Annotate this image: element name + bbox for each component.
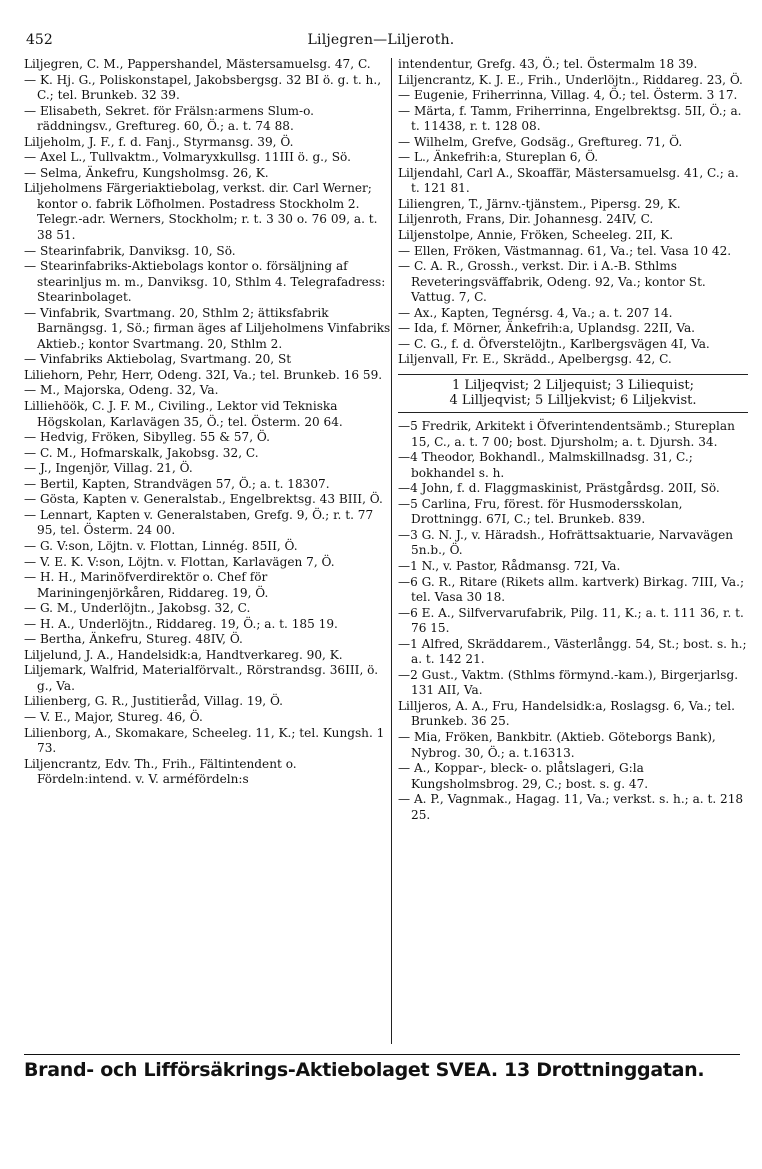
name-variants-line-1: 1 Liljeqvist; 2 Liljequist; 3 Liliequist;	[452, 377, 694, 393]
directory-entry: —6 G. R., Ritare (Rikets allm. kartverk) Birkag. 7III, Va.; tel. Vasa 30 18.	[398, 574, 745, 605]
directory-entry: — Hedvig, Fröken, Sibylleg. 55 & 57, Ö.	[24, 430, 270, 445]
directory-entry: Liljelund, J. A., Handelsidk:a, Handtverkareg. 90, K.	[24, 647, 343, 662]
directory-entry: —2 Gust., Vaktm. (Sthlms förmynd.-kam.), Birgerjarlsg. 131 AII, Va.	[398, 667, 739, 698]
directory-entry: —5 Fredrik, Arkitekt i Öfverintendentsämb.; Stureplan 15, C., a. t. 7 00; bost. Djursholm; a. t. Djursh. 34.	[398, 419, 735, 449]
directory-entry: — Bertil, Kapten, Strandvägen 57, Ö.; a. t. 18307.	[24, 476, 330, 491]
directory-entry: Liljenstolpe, Annie, Fröken, Scheeleg. 2II, K.	[398, 228, 674, 243]
directory-entry: — C. A. R., Grossh., verkst. Dir. i A.-B. Sthlms Reveteringsväffabrik, Odeng. 92, Va.; kontor St. Vattug. 7, C.	[398, 259, 706, 305]
right-column-bottom	[398, 419, 748, 823]
directory-entry: Liliehorn, Pehr, Herr, Odeng. 32I, Va.; tel. Brunkeb. 16 59.	[24, 367, 383, 382]
directory-entry: — L., Änkefrih:a, Stureplan 6, Ö.	[398, 150, 599, 165]
directory-entry: — Mia, Fröken, Bankbitr. (Aktieb. Göteborgs Bank), Nybrog. 30, Ö.; a. t.16313.	[398, 729, 716, 760]
directory-entry: Lilienberg, G. R., Justitieråd, Villag. 19, Ö.	[24, 694, 284, 709]
directory-entry: — C. G., f. d. Öfverstelöjtn., Karlbergsvägen 4I, Va.	[398, 336, 710, 351]
directory-entry: Liliengren, T., Järnv.-tjänstem., Pipersg. 29, K.	[398, 196, 681, 211]
directory-entry: —1 N., v. Pastor, Rådmansg. 72I, Va.	[398, 558, 621, 573]
directory-entry: —4 Theodor, Bokhandl., Malmskillnadsg. 31, C.; bokhandel s. h.	[398, 450, 693, 480]
directory-entry: — Wilhelm, Grefve, Godsäg., Greftureg. 71, Ö.	[398, 134, 683, 149]
directory-entry: —4 John, f. d. Flaggmaskinist, Prästgårdsg. 20II, Sö.	[398, 481, 720, 496]
directory-entry: — K. Hj. G., Poliskonstapel, Jakobsbergsg. 32 BI ö. g. t. h., C.; tel. Brunkeb. 32 39.	[24, 72, 382, 103]
directory-entry: — G. V:son, Löjtn. v. Flottan, Linnég. 85II, Ö.	[24, 538, 298, 553]
directory-entry: Liljeholmens Färgeriaktiebolag, verkst. dir. Carl Werner; kontor o. fabrik Löfholmen. Postadress Stockholm 2. Telegr.-adr. Werners, Stockholm; r. t. 3 30 o. 76 09, a. t. 38 51.	[24, 181, 378, 243]
directory-entry: Liljenvall, Fr. E., Skrädd., Apelbergsg. 42, C.	[398, 352, 672, 367]
directory-entry: Liljeholm, J. F., f. d. Fanj., Styrmansg. 39, Ö.	[24, 134, 294, 149]
directory-entry: Lilljeros, A. A., Fru, Handelsidk:a, Roslagsg. 6, Va.; tel. Brunkeb. 36 25.	[398, 698, 736, 729]
directory-entry: Liljendahl, Carl A., Skoaffär, Mästersamuelsg. 41, C.; a. t. 121 81.	[398, 165, 739, 196]
directory-entry: —5 Carlina, Fru, förest. för Husmodersskolan, Drottningg. 67I, C.; tel. Brunkeb. 839.	[398, 496, 683, 527]
directory-entry: — Vinfabrik, Svartmang. 20, Sthlm 2; ättiksfabrik Barnängsg. 1, Sö.; firman äges af Liljeholmens Vinfabriks Aktieb.; kontor Svartmang. 20, Sthlm 2.	[24, 305, 391, 351]
left-column	[24, 57, 392, 788]
directory-entry: — V. E. K. V:son, Löjtn. v. Flottan, Karlavägen 7, Ö.	[24, 554, 335, 569]
directory-entry: — Vinfabriks Aktiebolag, Svartmang. 20, St	[24, 352, 292, 367]
directory-entry: — H. A., Underlöjtn., Riddareg. 19, Ö.; a. t. 185 19.	[24, 616, 338, 631]
directory-entry: — Märta, f. Tamm, Friherrinna, Engelbrektsg. 5II, Ö.; a. t. 11438, r. t. 128 08.	[398, 103, 742, 134]
directory-entry: — Stearinfabrik, Danviksg. 10, Sö.	[24, 243, 236, 258]
directory-entry: — Lennart, Kapten v. Generalstaben, Grefg. 9, Ö.; r. t. 77 95, tel. Österm. 24 00.	[24, 507, 374, 538]
directory-entry: —3 G. N. J., v. Häradsh., Hofrättsaktuarie, Narvavägen 5n.b., Ö.	[398, 527, 734, 558]
column-divider	[391, 58, 392, 1044]
directory-entry: — J., Ingenjör, Villag. 21, Ö.	[24, 461, 193, 476]
directory-entry: intendentur, Grefg. 43, Ö.; tel. Östermalm 18 39.	[398, 57, 698, 71]
advertisement-text: Brand- och Lifförsäkrings-Aktiebolaget SVEA. 13 Drottninggatan.	[24, 1059, 705, 1081]
directory-entry: Liljencrantz, K. J. E., Frih., Underlöjtn., Riddareg. 23, Ö.	[398, 72, 743, 87]
right-column-top	[398, 57, 748, 368]
directory-entry: — M., Majorska, Odeng. 32, Va.	[24, 383, 219, 398]
directory-entry: —6 E. A., Silfvervarufabrik, Pilg. 11, K.; a. t. 111 36, r. t. 76 15.	[398, 605, 744, 636]
directory-entry: — C. M., Hofmarskalk, Jakobsg. 32, C.	[24, 445, 259, 460]
name-variants-box	[398, 374, 748, 413]
directory-entry: — Eugenie, Friherrinna, Villag. 4, Ö.; tel. Österm. 3 17.	[398, 88, 738, 103]
advertisement-banner	[24, 1054, 740, 1081]
directory-entry: Liljegren, C. M., Pappershandel, Mästersamuelsg. 47, C.	[24, 57, 371, 71]
directory-entry: — V. E., Major, Stureg. 46, Ö.	[24, 709, 203, 724]
directory-entry: — A. P., Vagnmak., Hagag. 11, Va.; verkst. s. h.; a. t. 218 25.	[398, 792, 744, 822]
right-column	[398, 57, 748, 823]
directory-entry: — Ax., Kapten, Tegnérsg. 4, Va.; a. t. 207 14.	[398, 305, 673, 320]
running-title: Liljegren—Liljeroth.	[307, 32, 455, 48]
directory-entry: — Selma, Änkefru, Kungsholmsg. 26, K.	[24, 165, 269, 180]
directory-entry: — G. M., Underlöjtn., Jakobsg. 32, C.	[24, 601, 251, 616]
directory-entry: Liljemark, Walfrid, Materialförvalt., Rörstrandsg. 36III, ö. g., Va.	[24, 663, 379, 693]
directory-entry: — Axel L., Tullvaktm., Volmaryxkullsg. 11III ö. g., Sö.	[24, 150, 351, 165]
directory-entry: Liljencrantz, Edv. Th., Frih., Fältintendent o. Fördeln:intend. v. V. arméfördeln:s	[24, 756, 297, 787]
directory-entry: Liljenroth, Frans, Dir. Johannesg. 24IV, C.	[398, 212, 654, 227]
directory-entry: — Ellen, Fröken, Västmannag. 61, Va.; tel. Vasa 10 42.	[398, 243, 732, 258]
page-number: 452	[26, 32, 53, 48]
name-variants-line-2: 4 Lilljeqvist; 5 Lilljekvist; 6 Liljekvist.	[449, 393, 697, 409]
directory-entry: — Stearinfabriks-Aktiebolags kontor o. försäljning af stearinljus m. m., Danviksg. 10, Sthlm 4. Telegrafadress: Stearinbolaget.	[24, 259, 386, 305]
directory-entry: — Elisabeth, Sekret. för Frälsn:armens Slum-o. räddningsv., Greftureg. 60, Ö.; a. t. 74 88.	[24, 103, 314, 134]
directory-entry: —1 Alfred, Skräddarem., Västerlångg. 54, St.; bost. s. h.; a. t. 142 21.	[398, 636, 747, 667]
directory-entry: — H. H., Marinöfverdirektör o. Chef för Mariningenjörkåren, Riddareg. 19, Ö.	[24, 570, 269, 600]
directory-entry: — Gösta, Kapten v. Generalstab., Engelbrektsg. 43 BIII, Ö.	[24, 492, 383, 507]
directory-entry: — Ida, f. Mörner, Änkefrih:a, Uplandsg. 22II, Va.	[398, 321, 696, 336]
directory-entry: — Bertha, Änkefru, Stureg. 48IV, Ö.	[24, 632, 243, 647]
directory-entry: Lilienborg, A., Skomakare, Scheeleg. 11, K.; tel. Kungsh. 1 73.	[24, 725, 385, 756]
directory-entry: — A., Koppar-, bleck- o. plåtslageri, G:la Kungsholmsbrog. 29, C.; bost. s. g. 47.	[398, 761, 649, 791]
directory-entry: Lilliehöök, C. J. F. M., Civiling., Lektor vid Tekniska Högskolan, Karlavägen 35, Ö.; tel. Österm. 20 64.	[24, 399, 343, 429]
